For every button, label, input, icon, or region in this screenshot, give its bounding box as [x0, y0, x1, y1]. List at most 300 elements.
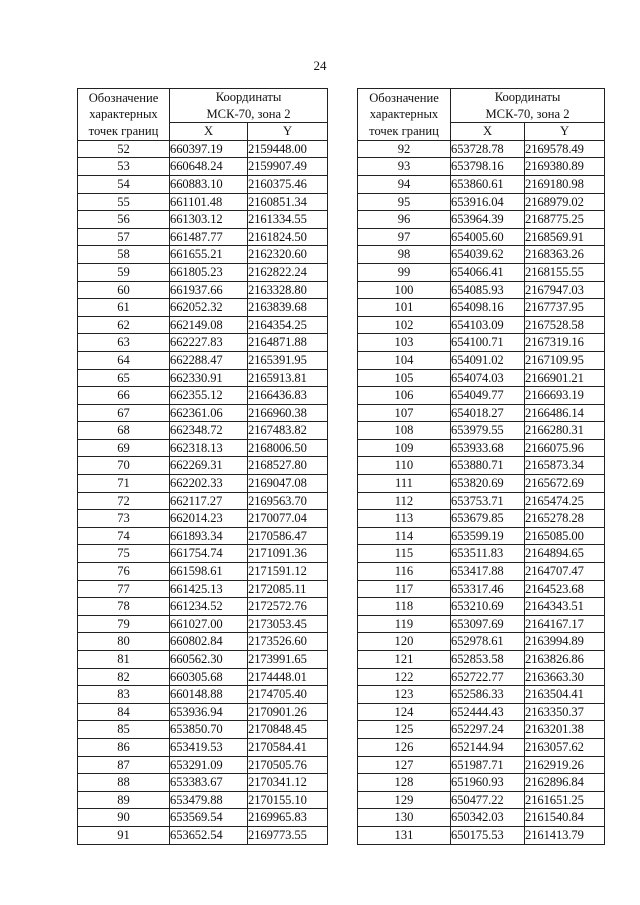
y-coordinate-cell: 2164343.51 — [525, 598, 605, 616]
point-number-cell: 87 — [78, 756, 170, 774]
y-coordinate-cell: 2164707.47 — [525, 563, 605, 581]
y-coordinate-cell: 2159907.49 — [248, 158, 328, 176]
y-coordinate-cell: 2162822.24 — [248, 263, 328, 281]
y-coordinate-cell: 2163057.62 — [525, 738, 605, 756]
x-coordinate-cell: 652444.43 — [451, 703, 525, 721]
point-number-cell: 69 — [78, 439, 170, 457]
table-row — [358, 404, 605, 422]
table-row — [78, 457, 328, 475]
table-row — [78, 334, 328, 352]
x-coordinate-cell: 653820.69 — [451, 475, 525, 493]
x-coordinate-cell: 662348.72 — [170, 422, 248, 440]
y-coordinate-cell: 2161413.79 — [525, 826, 605, 844]
x-coordinate-cell: 653291.09 — [170, 756, 248, 774]
y-coordinate-cell: 2167737.95 — [525, 299, 605, 317]
point-number-cell: 68 — [78, 422, 170, 440]
point-number-cell: 110 — [358, 457, 451, 475]
table-row — [358, 651, 605, 669]
x-coordinate-cell: 661893.34 — [170, 527, 248, 545]
table-row — [78, 475, 328, 493]
y-coordinate-cell: 2159448.00 — [248, 140, 328, 158]
point-number-cell: 74 — [78, 527, 170, 545]
y-coordinate-cell: 2163826.86 — [525, 651, 605, 669]
y-coordinate-cell: 2165085.00 — [525, 527, 605, 545]
point-number-cell: 102 — [358, 316, 451, 334]
x-coordinate-cell: 661937.66 — [170, 281, 248, 299]
y-coordinate-cell: 2164871.88 — [248, 334, 328, 352]
table-row — [78, 791, 328, 809]
point-number-cell: 120 — [358, 633, 451, 651]
point-number-cell: 119 — [358, 615, 451, 633]
x-coordinate-cell: 660305.68 — [170, 668, 248, 686]
y-coordinate-cell: 2168155.55 — [525, 263, 605, 281]
point-number-cell: 117 — [358, 580, 451, 598]
coordinates-header: Координаты МСК-70, зона 2 — [451, 89, 605, 123]
point-number-cell: 123 — [358, 686, 451, 704]
table-row — [358, 826, 605, 844]
x-coordinate-cell: 653511.83 — [451, 545, 525, 563]
x-coordinate-cell: 660397.19 — [170, 140, 248, 158]
table-row — [358, 756, 605, 774]
x-coordinate-cell: 653317.46 — [451, 580, 525, 598]
y-coordinate-cell: 2169380.89 — [525, 158, 605, 176]
x-coordinate-cell: 653419.53 — [170, 738, 248, 756]
y-coordinate-cell: 2173053.45 — [248, 615, 328, 633]
table-row — [78, 756, 328, 774]
point-number-cell: 75 — [78, 545, 170, 563]
table-row — [358, 738, 605, 756]
y-coordinate-cell: 2163328.80 — [248, 281, 328, 299]
y-coordinate-cell: 2173526.60 — [248, 633, 328, 651]
x-coordinate-cell: 650477.22 — [451, 791, 525, 809]
table-row — [78, 492, 328, 510]
y-coordinate-cell: 2170584.41 — [248, 738, 328, 756]
point-number-cell: 111 — [358, 475, 451, 493]
point-number-cell: 127 — [358, 756, 451, 774]
point-number-cell: 81 — [78, 651, 170, 669]
y-coordinate-cell: 2163350.37 — [525, 703, 605, 721]
table-row — [358, 439, 605, 457]
x-coordinate-cell: 653850.70 — [170, 721, 248, 739]
y-coordinate-cell: 2167109.95 — [525, 351, 605, 369]
x-coordinate-cell: 654049.77 — [451, 387, 525, 405]
point-number-cell: 52 — [78, 140, 170, 158]
table-row — [358, 510, 605, 528]
y-coordinate-cell: 2166486.14 — [525, 404, 605, 422]
point-number-cell: 100 — [358, 281, 451, 299]
point-number-cell: 124 — [358, 703, 451, 721]
point-number-cell: 93 — [358, 158, 451, 176]
point-number-cell: 103 — [358, 334, 451, 352]
x-coordinate-cell: 661425.13 — [170, 580, 248, 598]
table-row — [358, 351, 605, 369]
point-number-cell: 88 — [78, 774, 170, 792]
table-row — [358, 721, 605, 739]
x-coordinate-cell: 651987.71 — [451, 756, 525, 774]
x-coordinate-cell: 662014.23 — [170, 510, 248, 528]
point-number-cell: 91 — [78, 826, 170, 844]
table-row — [78, 721, 328, 739]
point-number-cell: 122 — [358, 668, 451, 686]
x-column-header: X — [170, 123, 248, 141]
x-coordinate-cell: 662361.06 — [170, 404, 248, 422]
point-number-cell: 129 — [358, 791, 451, 809]
table-row — [78, 316, 328, 334]
x-coordinate-cell: 651960.93 — [451, 774, 525, 792]
x-coordinate-cell: 653599.19 — [451, 527, 525, 545]
x-coordinate-cell: 653417.88 — [451, 563, 525, 581]
table-row — [78, 686, 328, 704]
point-number-cell: 85 — [78, 721, 170, 739]
y-coordinate-cell: 2171091.36 — [248, 545, 328, 563]
y-coordinate-cell: 2174448.01 — [248, 668, 328, 686]
x-coordinate-cell: 653860.61 — [451, 175, 525, 193]
point-number-cell: 101 — [358, 299, 451, 317]
y-coordinate-cell: 2168363.26 — [525, 246, 605, 264]
table-row — [358, 492, 605, 510]
x-coordinate-cell: 654005.60 — [451, 228, 525, 246]
table-row — [358, 580, 605, 598]
coordinates-header: Координаты МСК-70, зона 2 — [170, 89, 328, 123]
table-row — [358, 615, 605, 633]
point-number-cell: 79 — [78, 615, 170, 633]
x-coordinate-cell: 661805.23 — [170, 263, 248, 281]
point-number-cell: 116 — [358, 563, 451, 581]
y-coordinate-cell: 2166280.31 — [525, 422, 605, 440]
y-coordinate-cell: 2169578.49 — [525, 140, 605, 158]
table-row — [358, 246, 605, 264]
point-number-cell: 95 — [358, 193, 451, 211]
y-coordinate-cell: 2163504.41 — [525, 686, 605, 704]
table-row — [78, 158, 328, 176]
x-coordinate-cell: 662052.32 — [170, 299, 248, 317]
table-row — [358, 774, 605, 792]
x-coordinate-cell: 662202.33 — [170, 475, 248, 493]
table-row — [78, 633, 328, 651]
point-number-cell: 62 — [78, 316, 170, 334]
point-number-cell: 106 — [358, 387, 451, 405]
y-coordinate-cell: 2170077.04 — [248, 510, 328, 528]
x-coordinate-cell: 662117.27 — [170, 492, 248, 510]
y-coordinate-cell: 2170848.45 — [248, 721, 328, 739]
x-coordinate-cell: 661754.74 — [170, 545, 248, 563]
y-coordinate-cell: 2170155.10 — [248, 791, 328, 809]
y-coordinate-cell: 2161651.25 — [525, 791, 605, 809]
point-number-cell: 59 — [78, 263, 170, 281]
point-number-cell: 104 — [358, 351, 451, 369]
table-row — [358, 140, 605, 158]
y-coordinate-cell: 2164894.65 — [525, 545, 605, 563]
y-coordinate-cell: 2169047.08 — [248, 475, 328, 493]
x-coordinate-cell: 653979.55 — [451, 422, 525, 440]
table-row — [358, 299, 605, 317]
y-coordinate-cell: 2160851.34 — [248, 193, 328, 211]
point-number-cell: 54 — [78, 175, 170, 193]
x-coordinate-cell: 653210.69 — [451, 598, 525, 616]
y-coordinate-cell: 2168527.80 — [248, 457, 328, 475]
point-number-cell: 107 — [358, 404, 451, 422]
point-number-cell: 90 — [78, 809, 170, 827]
y-coordinate-cell: 2170505.76 — [248, 756, 328, 774]
y-coordinate-cell: 2167528.58 — [525, 316, 605, 334]
x-coordinate-cell: 653916.04 — [451, 193, 525, 211]
x-coordinate-cell: 653569.54 — [170, 809, 248, 827]
y-coordinate-cell: 2162919.26 — [525, 756, 605, 774]
y-coordinate-cell: 2173991.65 — [248, 651, 328, 669]
point-number-cell: 76 — [78, 563, 170, 581]
point-number-cell: 73 — [78, 510, 170, 528]
point-number-cell: 64 — [78, 351, 170, 369]
table-row — [78, 563, 328, 581]
table-row — [78, 281, 328, 299]
x-coordinate-cell: 662269.31 — [170, 457, 248, 475]
y-coordinate-cell: 2174705.40 — [248, 686, 328, 704]
y-coordinate-cell: 2164167.17 — [525, 615, 605, 633]
table-row — [358, 598, 605, 616]
y-coordinate-cell: 2164523.68 — [525, 580, 605, 598]
point-number-cell: 121 — [358, 651, 451, 669]
x-coordinate-cell: 653679.85 — [451, 510, 525, 528]
x-coordinate-cell: 653728.78 — [451, 140, 525, 158]
point-number-cell: 126 — [358, 738, 451, 756]
point-number-cell: 86 — [78, 738, 170, 756]
point-number-cell: 84 — [78, 703, 170, 721]
x-coordinate-cell: 654066.41 — [451, 263, 525, 281]
table-row — [78, 193, 328, 211]
point-number-cell: 115 — [358, 545, 451, 563]
y-coordinate-cell: 2169965.83 — [248, 809, 328, 827]
x-coordinate-cell: 653753.71 — [451, 492, 525, 510]
table-row — [78, 299, 328, 317]
table-row — [358, 334, 605, 352]
x-coordinate-cell: 652853.58 — [451, 651, 525, 669]
x-coordinate-cell: 653936.94 — [170, 703, 248, 721]
x-coordinate-cell: 654018.27 — [451, 404, 525, 422]
point-number-cell: 78 — [78, 598, 170, 616]
y-coordinate-cell: 2160375.46 — [248, 175, 328, 193]
y-coordinate-cell: 2161540.84 — [525, 809, 605, 827]
table-row — [358, 686, 605, 704]
y-coordinate-cell: 2165913.81 — [248, 369, 328, 387]
y-coordinate-cell: 2172085.11 — [248, 580, 328, 598]
table-row — [358, 545, 605, 563]
table-row — [78, 404, 328, 422]
coordinates-table-left — [77, 88, 328, 845]
designation-header: Обозначение характерных точек границ — [78, 89, 170, 141]
x-coordinate-cell: 654091.02 — [451, 351, 525, 369]
point-number-cell: 56 — [78, 211, 170, 229]
x-coordinate-cell: 654098.16 — [451, 299, 525, 317]
y-coordinate-cell: 2169563.70 — [248, 492, 328, 510]
y-coordinate-cell: 2162896.84 — [525, 774, 605, 792]
point-number-cell: 98 — [358, 246, 451, 264]
point-number-cell: 63 — [78, 334, 170, 352]
table-row — [78, 809, 328, 827]
table-row — [78, 246, 328, 264]
x-coordinate-cell: 652297.24 — [451, 721, 525, 739]
y-coordinate-cell: 2165474.25 — [525, 492, 605, 510]
x-coordinate-cell: 661027.00 — [170, 615, 248, 633]
point-number-cell: 83 — [78, 686, 170, 704]
table-row — [358, 369, 605, 387]
table-row — [78, 826, 328, 844]
table-row — [78, 774, 328, 792]
y-coordinate-cell: 2165672.69 — [525, 475, 605, 493]
x-coordinate-cell: 660802.84 — [170, 633, 248, 651]
y-coordinate-cell: 2168775.25 — [525, 211, 605, 229]
table-row — [358, 527, 605, 545]
point-number-cell: 61 — [78, 299, 170, 317]
x-coordinate-cell: 653933.68 — [451, 439, 525, 457]
y-coordinate-cell: 2166693.19 — [525, 387, 605, 405]
x-coordinate-cell: 652978.61 — [451, 633, 525, 651]
x-coordinate-cell: 661598.61 — [170, 563, 248, 581]
table-row — [78, 527, 328, 545]
coordinates-table-right — [357, 88, 605, 845]
x-coordinate-cell: 661234.52 — [170, 598, 248, 616]
table-row — [78, 703, 328, 721]
point-number-cell: 82 — [78, 668, 170, 686]
x-coordinate-cell: 661487.77 — [170, 228, 248, 246]
table-row — [78, 580, 328, 598]
y-coordinate-cell: 2169180.98 — [525, 175, 605, 193]
table-row — [78, 140, 328, 158]
table-row — [358, 791, 605, 809]
y-coordinate-cell: 2162320.60 — [248, 246, 328, 264]
y-coordinate-cell: 2168569.91 — [525, 228, 605, 246]
table-row — [78, 545, 328, 563]
y-coordinate-cell: 2163994.89 — [525, 633, 605, 651]
y-coordinate-cell: 2163663.30 — [525, 668, 605, 686]
table-row — [358, 316, 605, 334]
y-coordinate-cell: 2164354.25 — [248, 316, 328, 334]
table-row — [358, 475, 605, 493]
table-row — [358, 175, 605, 193]
y-column-header: Y — [525, 123, 605, 141]
y-coordinate-cell: 2161824.50 — [248, 228, 328, 246]
y-coordinate-cell: 2168006.50 — [248, 439, 328, 457]
point-number-cell: 65 — [78, 369, 170, 387]
table-row — [358, 281, 605, 299]
y-coordinate-cell: 2166436.83 — [248, 387, 328, 405]
table-row — [78, 651, 328, 669]
point-number-cell: 130 — [358, 809, 451, 827]
y-coordinate-cell: 2166075.96 — [525, 439, 605, 457]
y-coordinate-cell: 2171591.12 — [248, 563, 328, 581]
table-row — [78, 598, 328, 616]
x-coordinate-cell: 654100.71 — [451, 334, 525, 352]
point-number-cell: 67 — [78, 404, 170, 422]
y-coordinate-cell: 2165873.34 — [525, 457, 605, 475]
y-coordinate-cell: 2161334.55 — [248, 211, 328, 229]
table-row — [78, 369, 328, 387]
y-coordinate-cell: 2170586.47 — [248, 527, 328, 545]
table-row — [78, 228, 328, 246]
x-coordinate-cell: 662149.08 — [170, 316, 248, 334]
y-coordinate-cell: 2169773.55 — [248, 826, 328, 844]
point-number-cell: 72 — [78, 492, 170, 510]
table-row — [78, 422, 328, 440]
point-number-cell: 128 — [358, 774, 451, 792]
table-row — [358, 422, 605, 440]
y-coordinate-cell: 2168979.02 — [525, 193, 605, 211]
x-coordinate-cell: 661303.12 — [170, 211, 248, 229]
table-row — [358, 809, 605, 827]
point-number-cell: 92 — [358, 140, 451, 158]
point-number-cell: 113 — [358, 510, 451, 528]
point-number-cell: 105 — [358, 369, 451, 387]
y-coordinate-cell: 2167947.03 — [525, 281, 605, 299]
table-row — [78, 175, 328, 193]
point-number-cell: 125 — [358, 721, 451, 739]
point-number-cell: 77 — [78, 580, 170, 598]
x-coordinate-cell: 662355.12 — [170, 387, 248, 405]
x-coordinate-cell: 662288.47 — [170, 351, 248, 369]
table-row — [78, 668, 328, 686]
table-row — [358, 263, 605, 281]
table-row — [358, 668, 605, 686]
table-row — [358, 633, 605, 651]
point-number-cell: 114 — [358, 527, 451, 545]
y-coordinate-cell: 2167319.16 — [525, 334, 605, 352]
table-row — [358, 193, 605, 211]
x-coordinate-cell: 654039.62 — [451, 246, 525, 264]
point-number-cell: 60 — [78, 281, 170, 299]
x-coordinate-cell: 654103.09 — [451, 316, 525, 334]
point-number-cell: 97 — [358, 228, 451, 246]
point-number-cell: 57 — [78, 228, 170, 246]
designation-header: Обозначение характерных точек границ — [358, 89, 451, 141]
table-row — [358, 228, 605, 246]
table-row — [358, 457, 605, 475]
x-coordinate-cell: 653964.39 — [451, 211, 525, 229]
y-column-header: Y — [248, 123, 328, 141]
x-coordinate-cell: 660562.30 — [170, 651, 248, 669]
y-coordinate-cell: 2170901.26 — [248, 703, 328, 721]
x-coordinate-cell: 653097.69 — [451, 615, 525, 633]
table-row — [78, 510, 328, 528]
x-coordinate-cell: 650175.53 — [451, 826, 525, 844]
x-coordinate-cell: 660148.88 — [170, 686, 248, 704]
y-coordinate-cell: 2166960.38 — [248, 404, 328, 422]
point-number-cell: 99 — [358, 263, 451, 281]
table-row — [78, 211, 328, 229]
x-coordinate-cell: 653652.54 — [170, 826, 248, 844]
x-coordinate-cell: 653880.71 — [451, 457, 525, 475]
x-coordinate-cell: 653383.67 — [170, 774, 248, 792]
point-number-cell: 80 — [78, 633, 170, 651]
x-coordinate-cell: 662330.91 — [170, 369, 248, 387]
table-row — [78, 439, 328, 457]
x-coordinate-cell: 652722.77 — [451, 668, 525, 686]
point-number-cell: 58 — [78, 246, 170, 264]
x-coordinate-cell: 662318.13 — [170, 439, 248, 457]
y-coordinate-cell: 2163839.68 — [248, 299, 328, 317]
x-coordinate-cell: 661655.21 — [170, 246, 248, 264]
x-column-header: X — [451, 123, 525, 141]
y-coordinate-cell: 2167483.82 — [248, 422, 328, 440]
table-row — [358, 211, 605, 229]
point-number-cell: 55 — [78, 193, 170, 211]
x-coordinate-cell: 652586.33 — [451, 686, 525, 704]
x-coordinate-cell: 652144.94 — [451, 738, 525, 756]
point-number-cell: 94 — [358, 175, 451, 193]
y-coordinate-cell: 2163201.38 — [525, 721, 605, 739]
x-coordinate-cell: 654074.03 — [451, 369, 525, 387]
table-row — [78, 738, 328, 756]
y-coordinate-cell: 2166901.21 — [525, 369, 605, 387]
table-row — [78, 387, 328, 405]
